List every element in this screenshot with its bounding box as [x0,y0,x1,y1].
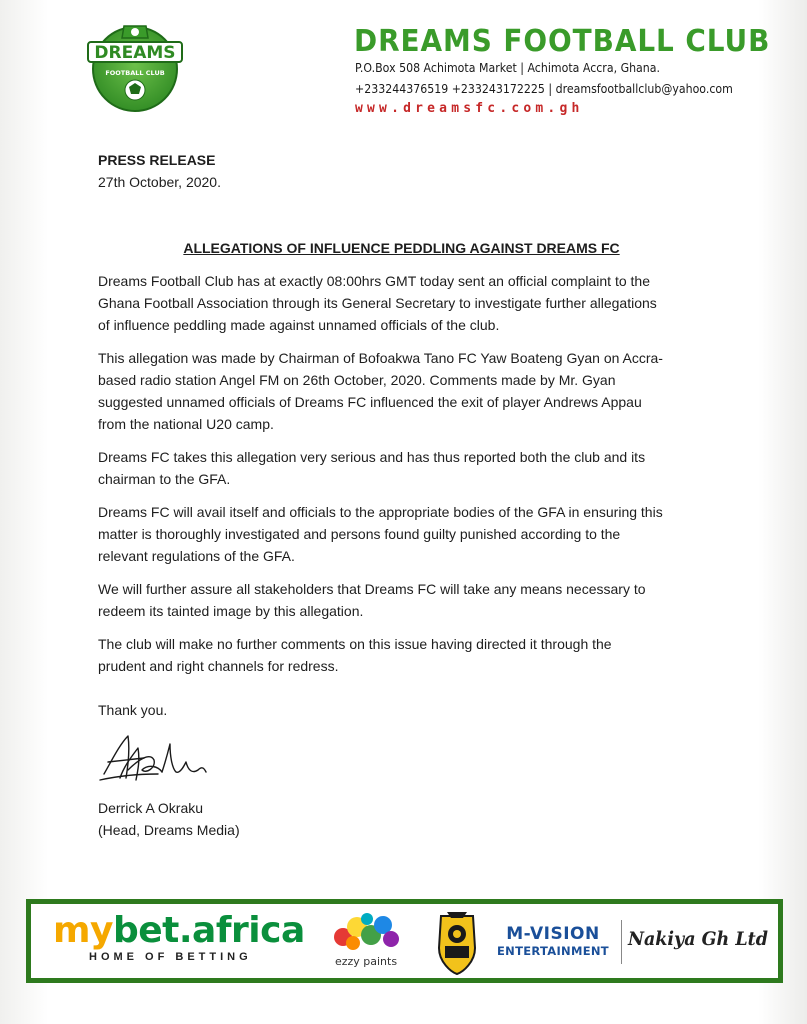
sponsors-banner [26,899,783,983]
headline: ALLEGATIONS OF INFLUENCE PEDDLING AGAINST DREAMS FC [183,240,620,256]
sponsor-ezzy-paints [323,909,409,974]
paragraph-line: of influence peddling made against unnamed officials of the club. [98,317,500,333]
gym-crest-icon [433,908,481,976]
paragraph-line: Dreams FC will avail itself and officials to the appropriate bodies of the GFA in ensuring this [98,504,663,520]
paragraph-line: chairman to the GFA. [98,471,231,487]
paragraph-line: The club will make no further comments on this issue having directed it through the [98,636,612,652]
paragraph-line: Dreams FC takes this allegation very serious and has thus reported both the club and its [98,449,646,465]
paragraph-line: Ghana Football Association through its General Secretary to investigate further allegations [98,295,657,311]
paragraph-line: redeem its tainted image by this allegation. [98,603,364,619]
press-release-label: PRESS RELEASE [98,152,216,168]
paragraph [98,446,738,490]
paragraph [98,633,738,677]
svg-text:DREAMS: DREAMS [94,43,176,63]
mybet-tagline: HOME OF BETTING [89,951,252,963]
paragraph [98,270,738,336]
paragraph-line: matter is thoroughly investigated and persons found guilty punished according to the [98,526,621,542]
release-date: 27th October, 2020. [98,174,221,190]
paragraph-line: based radio station Angel FM on 26th October, 2020. Comments made by Mr. Gyan [98,372,616,388]
club-address: P.O.Box 508 Achimota Market | Achimota Accra, Ghana. [355,60,661,75]
sponsor-divider [621,920,622,964]
mybet-name: bet.africa [112,910,305,951]
paragraph-line: suggested unnamed officials of Dreams FC influenced the exit of player Andrews Appau [98,394,642,410]
mybet-prefix: my [53,910,113,951]
handwritten-signature [98,730,210,786]
closing-thanks: Thank you. [98,702,168,718]
paragraph-line: prudent and right channels for redress. [98,658,339,674]
ezzy-paint-splash-icon [323,909,409,955]
paragraph-line: relevant regulations of the GFA. [98,548,295,564]
club-name-heading: DREAMS FOOTBALL CLUB [354,24,771,59]
paragraph-line: Dreams Football Club has at exactly 08:00hrs GMT today sent an official complaint to the [98,273,650,289]
paragraph-line: from the national U20 camp. [98,416,274,432]
signer-title: (Head, Dreams Media) [98,822,240,838]
dreams-fc-crest-logo [84,14,186,114]
paragraph [98,578,738,622]
mvision-title: M-VISION [506,924,600,944]
mvision-subtitle: ENTERTAINMENT [497,944,609,958]
paragraph [98,501,738,567]
sponsor-m-vision [497,924,609,958]
paragraph [98,347,738,435]
paragraph-line: We will further assure all stakeholders that Dreams FC will take any means necessary to [98,581,646,597]
signer-name: Derrick A Okraku [98,800,204,816]
svg-text:FOOTBALL CLUB: FOOTBALL CLUB [105,69,165,77]
club-website: www.dreamsfc.com.gh [355,101,584,116]
sponsor-mybet-africa [53,910,305,963]
club-contacts: +233244376519 +233243172225 | dreamsfootballclub@yahoo.com [355,81,733,96]
body-paragraphs [98,270,738,688]
paragraph-line: This allegation was made by Chairman of Bofoakwa Tano FC Yaw Boateng Gyan on Accra- [98,350,663,366]
sponsor-nakiya: Nakiya Gh Ltd [628,928,768,950]
ezzy-label: ezzy paints [334,955,398,968]
